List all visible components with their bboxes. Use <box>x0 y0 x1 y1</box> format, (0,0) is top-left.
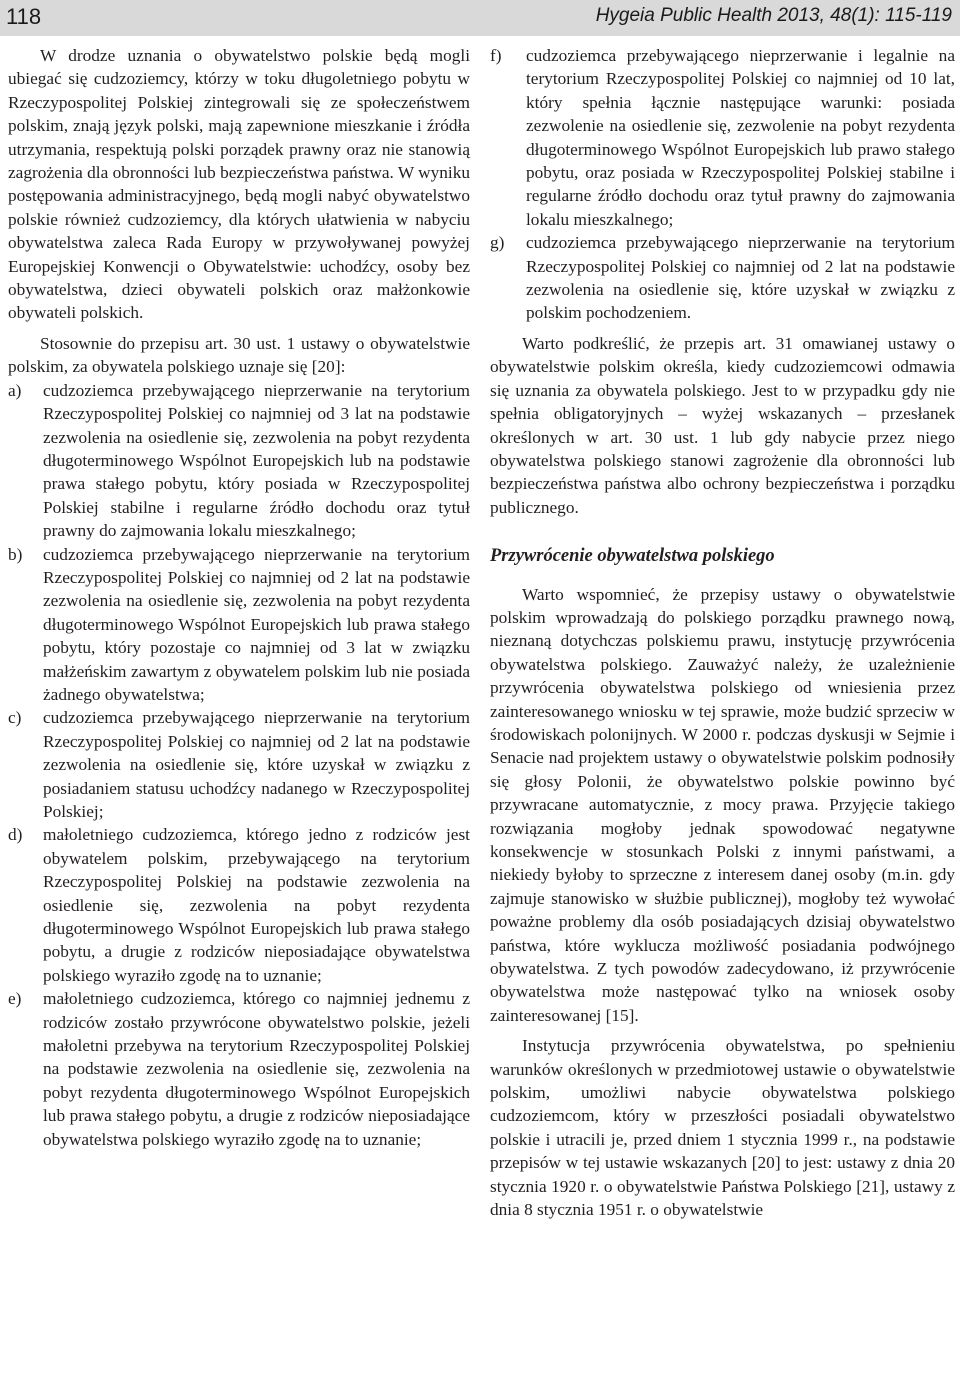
list-item-g <box>490 231 955 325</box>
list-item-text: cudzoziemca przebywającego nieprzerwanie na terytorium Rzeczypospolitej Polskiej co najmniej od 2 lat na podstawie zezwolenia na osiedlenie się, które uzyskał w związku z polskim pochodzeniem. <box>526 233 955 323</box>
list-item-text: cudzoziemca przebywającego nieprzerwanie na terytorium Rzeczypospolitej Polskiej co najmniej od 2 lat na podstawie zezwolenia na osiedlenie się, które uzyskał w związku z posiadaniem statusu uchodźcy nadanego w Rzeczypospolitej Polskiej; <box>43 708 470 821</box>
page-number: 118 <box>6 4 42 29</box>
left-column <box>8 44 470 1151</box>
paragraph-restoration: Warto wspomnieć, że przepisy ustawy o obywatelstwie polskim wprowadzają do polskiego porządku prawnego nową, nieznaną dotychczas polskiemu prawu, instytucję przywrócenia obywatelstwa polskiego. Zauważyć należy, że uzależnienie przywrócenia obywatelstwa polskiego od wniesienia przez zainteresowanego wniosku w tej sprawie, może budzić sprzeciw w środowiskach polonijnych. W 2000 r. podczas dyskusji w Sejmie i Senacie nad projektem ustawy o obywatelstwie polskim podnosiły się głosy Polonii, że obywatelstwo polskie powinno być przywracane automatycznie, z mocy prawa. Przyjęcie takiego rozwiązania mogłoby jednak spowodować negatywne konsekwencje w stosunkach Polski z innymi państwami, a niekiedy byłoby to sprzeczne z interesem danej osoby (m.in. gdy zajmuje stanowisko w służbie publicznej), mogłoby też wywołać poważne problemy dla osób posiadających dzisiaj obywatelstwo państwa, które wyklucza możliwość posiadania podwójnego obywatelstwa. Z tych powodów zadecydowano, iż przywrócenie obywatelstwa może następować tylko na wniosek osoby zainteresowanej [15]. <box>490 584 955 1025</box>
paragraph-institution: Instytucja przywrócenia obywatelstwa, po spełnieniu warunków określonych w przedmiotowej ustawie o obywatelstwie polskim, umożliwi nabycie obywatelstwa polskiego cudzoziemcom, który w przeszłości posiadali obywatelstwo polskie i utracili je, przed dniem 1 stycznia 1999 r., na podstawie przepisów w tej ustawie wskazanych [20] to jest: ustawy z dnia 20 stycznia 1920 r. o obywatelstwie Państwa Polskiego [21], ustawy z dnia 8 stycznia 1951 r. o obywatelstwie <box>490 1036 955 1220</box>
paragraph-art31: Warto podkreślić, że przepis art. 31 omawianej ustawy o obywatelstwie polskim określa, kiedy cudzoziemcowi odmawia się uznania za obywatela polskiego. Jest to w przypadku gdy nie spełnia obligatoryjnych – wyżej wskazanych – przesłanek określonych w art. 30 ust. 1 lub gdy nabycie przez niego obywatelstwa polskiego stanowi zagrożenie dla obronności lub bezpieczeństwa państwa albo ochrony bezpieczeństwa i porządku publicznego. <box>490 333 955 517</box>
list-item-b <box>8 543 470 707</box>
list-item-d <box>8 823 470 987</box>
list-item-text: cudzoziemca przebywającego nieprzerwanie na terytorium Rzeczypospolitej Polskiej co najmniej od 3 lat na podstawie zezwolenia na osiedlenie się, zezwolenia na pobyt rezydenta długoterminowego Wspólnot Europejskich lub na podstawie prawa stałego pobytu, który posiada w Rzeczypospolitej Polskiej stabilne i regularne źródło dochodu oraz tytuł prawny do zajmowania lokalu mieszkalnego; <box>43 380 470 541</box>
journal-citation: Hygeia Public Health 2013, 48(1): 115-119 <box>595 5 952 26</box>
paragraph-naturalization: W drodze uznania o obywatelstwo polskie będą mogli ubiegać się cudzoziemcy, którzy w toku długoletniego pobytu w Rzeczypospolitej Polskiej zintegrowali się ze społeczeństwem polskim, znają język polski, mają zapewnione mieszkanie i źródła utrzymania, respektują polski porządek prawny oraz nie stanowią zagrożenia dla obronności lub bezpieczeństwa państwa. W wyniku postępowania administracyjnego, będą mogli nabyć obywatelstwo polskie również cudzoziemcy, dla których ułatwienia w nabyciu obywatelstwa zaleca Rada Europy w przywoływanej powyżej Europejskiej Konwencji o Obywatelstwie: uchodźcy, osoby bez obywatelstwa, dzieci obywateli polskich oraz małżonkowie obywateli polskich. <box>8 46 470 323</box>
list-item-f <box>490 44 955 231</box>
right-column <box>490 44 955 1222</box>
list-marker: e) <box>8 989 22 1009</box>
list-marker: a) <box>8 380 22 400</box>
list-marker: d) <box>8 825 23 845</box>
list-marker: b) <box>8 544 23 564</box>
list-item-text: małoletniego cudzoziemca, którego jedno z rodziców jest obywatelem polskim, przebywającego na terytorium Rzeczypospolitej Polskiej na podstawie zezwolenia na osiedlenie się, zezwolenia na pobyt rezydenta długoterminowego Wspólnot Europejskich lub prawa stałego pobytu, a drugie z rodziców nieposiadające obywatelstwa polskiego wyraziło zgodę na to uznanie; <box>43 825 470 985</box>
section-heading: Przywrócenie obywatelstwa polskiego <box>490 546 775 567</box>
list-item-c <box>8 706 470 823</box>
page-header <box>0 0 960 36</box>
list-item-a <box>8 379 470 543</box>
list-item-text: cudzoziemca przebywającego nieprzerwanie i legalnie na terytorium Rzeczypospolitej Polskiej co najmniej od 10 lat, który spełnia łącznie następujące warunki: posiada zezwolenie na osiedlenie się, zezwolenie na pobyt rezydenta długoterminowego Wspólnot Europejskich lub prawo stałego pobytu, oraz posiada w Rzeczypospolitej Polskiej stabilne i regularne źródło dochodu oraz tytuł prawny do zajmowania lokalu mieszkalnego; <box>526 46 955 229</box>
list-item-e <box>8 987 470 1151</box>
list-marker: g) <box>490 233 505 253</box>
list-marker: c) <box>8 708 22 728</box>
list-marker: f) <box>490 46 502 65</box>
list-item-text: małoletniego cudzoziemca, którego co najmniej jednemu z rodziców zostało przywrócone obywatelstwo polskie, jeżeli małoletni przebywa na terytorium Rzeczypospolitej Polskiej na podstawie zezwolenia na osiedlenie się, zezwolenia na pobyt rezydenta długoterminowego Wspólnot Europejskich lub prawa stałego pobytu, a drugie z rodziców nieposiadające obywatelstwa polskiego wyraziło zgodę na to uznanie; <box>43 989 470 1149</box>
list-item-text: cudzoziemca przebywającego nieprzerwanie na terytorium Rzeczypospolitej Polskiej co najmniej od 2 lat na podstawie zezwolenia na osiedlenie się, zezwolenia na pobyt rezydenta długoterminowego Wspólnot Europejskich lub prawa stałego pobytu, który pozostaje co najmniej od 3 lat w związku małżeńskim zawartym z obywatelem polskim lub nie posiada żadnego obywatelstwa; <box>43 544 470 704</box>
paragraph-art30: Stosownie do przepisu art. 30 ust. 1 ustawy o obywatelstwie polskim, za obywatela polskiego uznaje się [20]: <box>8 333 470 377</box>
